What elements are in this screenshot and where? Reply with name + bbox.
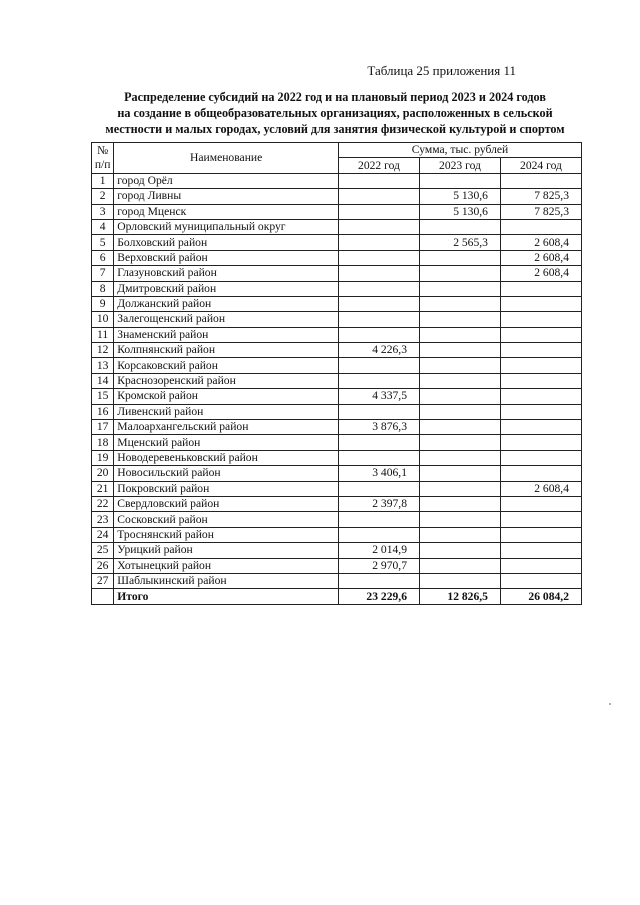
row-name: город Мценск — [114, 204, 339, 219]
table-row — [92, 281, 582, 296]
row-value-2024 — [500, 343, 581, 358]
row-value-2023 — [419, 512, 500, 527]
row-value-2022 — [339, 573, 420, 588]
row-num: 19 — [92, 450, 114, 465]
row-value-2022: 3 406,1 — [339, 466, 420, 481]
table-row — [92, 404, 582, 419]
row-value-2022 — [339, 266, 420, 281]
row-name: Орловский муниципальный округ — [114, 219, 339, 234]
row-value-2023 — [419, 496, 500, 511]
row-value-2023 — [419, 281, 500, 296]
row-num: 1 — [92, 173, 114, 188]
row-value-2024: 7 825,3 — [500, 204, 581, 219]
row-name: Мценский район — [114, 435, 339, 450]
row-value-2022 — [339, 250, 420, 265]
header-year-2024: 2024 год — [500, 158, 581, 173]
table-row — [92, 496, 582, 511]
row-value-2024 — [500, 496, 581, 511]
row-num: 4 — [92, 219, 114, 234]
row-name: Глазуновский район — [114, 266, 339, 281]
row-value-2024 — [500, 450, 581, 465]
row-value-2022 — [339, 296, 420, 311]
row-value-2024 — [500, 173, 581, 188]
row-name: Кромской район — [114, 389, 339, 404]
row-value-2022 — [339, 481, 420, 496]
row-value-2024 — [500, 312, 581, 327]
row-value-2022 — [339, 312, 420, 327]
row-value-2022: 2 014,9 — [339, 543, 420, 558]
row-num: 2 — [92, 189, 114, 204]
row-value-2022 — [339, 450, 420, 465]
row-value-2023: 5 130,6 — [419, 204, 500, 219]
header-year-2023: 2023 год — [419, 158, 500, 173]
row-value-2024 — [500, 543, 581, 558]
row-num: 6 — [92, 250, 114, 265]
table-row — [92, 435, 582, 450]
row-name: Дмитровский район — [114, 281, 339, 296]
row-value-2022: 4 337,5 — [339, 389, 420, 404]
row-value-2022 — [339, 327, 420, 342]
row-value-2022 — [339, 204, 420, 219]
header-num — [92, 143, 114, 174]
table-row — [92, 481, 582, 496]
row-num: 12 — [92, 343, 114, 358]
table-row — [92, 296, 582, 311]
row-value-2022 — [339, 173, 420, 188]
table-row — [92, 543, 582, 558]
row-name: Сосковский район — [114, 512, 339, 527]
row-value-2022 — [339, 189, 420, 204]
row-value-2022: 2 397,8 — [339, 496, 420, 511]
row-value-2024 — [500, 466, 581, 481]
table-row — [92, 189, 582, 204]
row-num: 26 — [92, 558, 114, 573]
title-line: на создание в общеобразовательных организациях, расположенных в сельской — [117, 106, 553, 120]
table-row — [92, 573, 582, 588]
table-row — [92, 373, 582, 388]
row-value-2023 — [419, 219, 500, 234]
title-line: Распределение субсидий на 2022 год и на плановый период 2023 и 2024 годов — [124, 90, 546, 104]
row-value-2023 — [419, 327, 500, 342]
table-row — [92, 219, 582, 234]
row-value-2023 — [419, 312, 500, 327]
row-value-2022 — [339, 373, 420, 388]
row-value-2023 — [419, 573, 500, 588]
page-speck — [609, 703, 611, 705]
row-num: 22 — [92, 496, 114, 511]
row-value-2023 — [419, 343, 500, 358]
row-value-2023 — [419, 527, 500, 542]
table-caption: Таблица 25 приложения 11 — [367, 63, 516, 78]
row-value-2023 — [419, 358, 500, 373]
row-value-2024 — [500, 389, 581, 404]
row-num: 23 — [92, 512, 114, 527]
table-row — [92, 389, 582, 404]
row-value-2024 — [500, 435, 581, 450]
row-value-2023 — [419, 481, 500, 496]
row-value-2024: 2 608,4 — [500, 250, 581, 265]
row-name: Свердловский район — [114, 496, 339, 511]
table-row — [92, 173, 582, 188]
row-value-2022 — [339, 358, 420, 373]
row-name: Корсаковский район — [114, 358, 339, 373]
table-row — [92, 527, 582, 542]
row-num: 11 — [92, 327, 114, 342]
row-value-2024 — [500, 219, 581, 234]
row-name: Знаменский район — [114, 327, 339, 342]
table-row — [92, 327, 582, 342]
total-num-cell — [92, 589, 114, 604]
row-value-2023 — [419, 389, 500, 404]
row-name: Шаблыкинский район — [114, 573, 339, 588]
table-row — [92, 235, 582, 250]
row-value-2023 — [419, 466, 500, 481]
row-num: 15 — [92, 389, 114, 404]
row-value-2022 — [339, 281, 420, 296]
row-name: Урицкий район — [114, 543, 339, 558]
row-value-2022: 4 226,3 — [339, 343, 420, 358]
row-value-2023 — [419, 450, 500, 465]
row-name: Хотынецкий район — [114, 558, 339, 573]
row-value-2024: 2 608,4 — [500, 481, 581, 496]
row-num: 20 — [92, 466, 114, 481]
table-row — [92, 312, 582, 327]
row-value-2022: 3 876,3 — [339, 420, 420, 435]
row-value-2023 — [419, 404, 500, 419]
row-value-2024: 2 608,4 — [500, 235, 581, 250]
row-num: 9 — [92, 296, 114, 311]
row-name: Краснозоренский район — [114, 373, 339, 388]
row-name: Верховский район — [114, 250, 339, 265]
table-row — [92, 420, 582, 435]
row-value-2023 — [419, 420, 500, 435]
header-num-line: № — [97, 143, 109, 157]
row-name: Колпнянский район — [114, 343, 339, 358]
row-value-2024 — [500, 373, 581, 388]
row-name: Должанский район — [114, 296, 339, 311]
row-value-2024 — [500, 404, 581, 419]
row-num: 13 — [92, 358, 114, 373]
title-line: местности и малых городах, условий для занятия физической культурой и спортом — [105, 122, 565, 136]
header-sum: Сумма, тыс. рублей — [339, 143, 582, 158]
row-value-2024: 7 825,3 — [500, 189, 581, 204]
row-num: 27 — [92, 573, 114, 588]
row-value-2022 — [339, 512, 420, 527]
row-value-2022 — [339, 235, 420, 250]
row-value-2023 — [419, 543, 500, 558]
row-value-2022 — [339, 404, 420, 419]
row-num: 3 — [92, 204, 114, 219]
document-title — [90, 89, 580, 137]
total-row — [92, 589, 582, 604]
row-num: 21 — [92, 481, 114, 496]
table-row — [92, 343, 582, 358]
row-value-2024 — [500, 358, 581, 373]
row-num: 14 — [92, 373, 114, 388]
row-value-2023 — [419, 250, 500, 265]
row-value-2023 — [419, 558, 500, 573]
header-year-2022: 2022 год — [339, 158, 420, 173]
row-value-2022 — [339, 219, 420, 234]
row-value-2023 — [419, 296, 500, 311]
row-num: 17 — [92, 420, 114, 435]
row-name: Малоархангельский район — [114, 420, 339, 435]
row-value-2023: 2 565,3 — [419, 235, 500, 250]
header-name: Наименование — [114, 143, 339, 174]
row-value-2024 — [500, 558, 581, 573]
row-num: 5 — [92, 235, 114, 250]
table-row — [92, 512, 582, 527]
row-value-2024 — [500, 327, 581, 342]
row-name: Болховский район — [114, 235, 339, 250]
row-value-2023 — [419, 435, 500, 450]
total-label: Итого — [114, 589, 339, 604]
row-name: город Ливны — [114, 189, 339, 204]
row-value-2024 — [500, 420, 581, 435]
row-num: 24 — [92, 527, 114, 542]
row-name: город Орёл — [114, 173, 339, 188]
row-name: Залегощенский район — [114, 312, 339, 327]
table-row — [92, 250, 582, 265]
row-value-2023 — [419, 373, 500, 388]
row-value-2022 — [339, 435, 420, 450]
row-num: 16 — [92, 404, 114, 419]
total-2023: 12 826,5 — [419, 589, 500, 604]
row-value-2024 — [500, 527, 581, 542]
row-value-2024 — [500, 296, 581, 311]
row-value-2023: 5 130,6 — [419, 189, 500, 204]
row-value-2024 — [500, 573, 581, 588]
subsidy-table — [91, 142, 582, 605]
row-value-2022: 2 970,7 — [339, 558, 420, 573]
row-value-2024 — [500, 512, 581, 527]
row-num: 7 — [92, 266, 114, 281]
row-name: Троснянский район — [114, 527, 339, 542]
row-num: 10 — [92, 312, 114, 327]
total-2024: 26 084,2 — [500, 589, 581, 604]
row-num: 25 — [92, 543, 114, 558]
header-num-line: п/п — [94, 157, 111, 171]
row-name: Покровский район — [114, 481, 339, 496]
table-row — [92, 266, 582, 281]
row-num: 8 — [92, 281, 114, 296]
row-value-2024 — [500, 281, 581, 296]
row-name: Новодеревеньковский район — [114, 450, 339, 465]
table-row — [92, 558, 582, 573]
row-value-2022 — [339, 527, 420, 542]
row-name: Ливенский район — [114, 404, 339, 419]
table-row — [92, 466, 582, 481]
table-row — [92, 204, 582, 219]
row-name: Новосильский район — [114, 466, 339, 481]
table-row — [92, 450, 582, 465]
table-row — [92, 358, 582, 373]
row-value-2023 — [419, 266, 500, 281]
row-value-2024: 2 608,4 — [500, 266, 581, 281]
table-body — [92, 173, 582, 604]
row-num: 18 — [92, 435, 114, 450]
total-2022: 23 229,6 — [339, 589, 420, 604]
row-value-2023 — [419, 173, 500, 188]
